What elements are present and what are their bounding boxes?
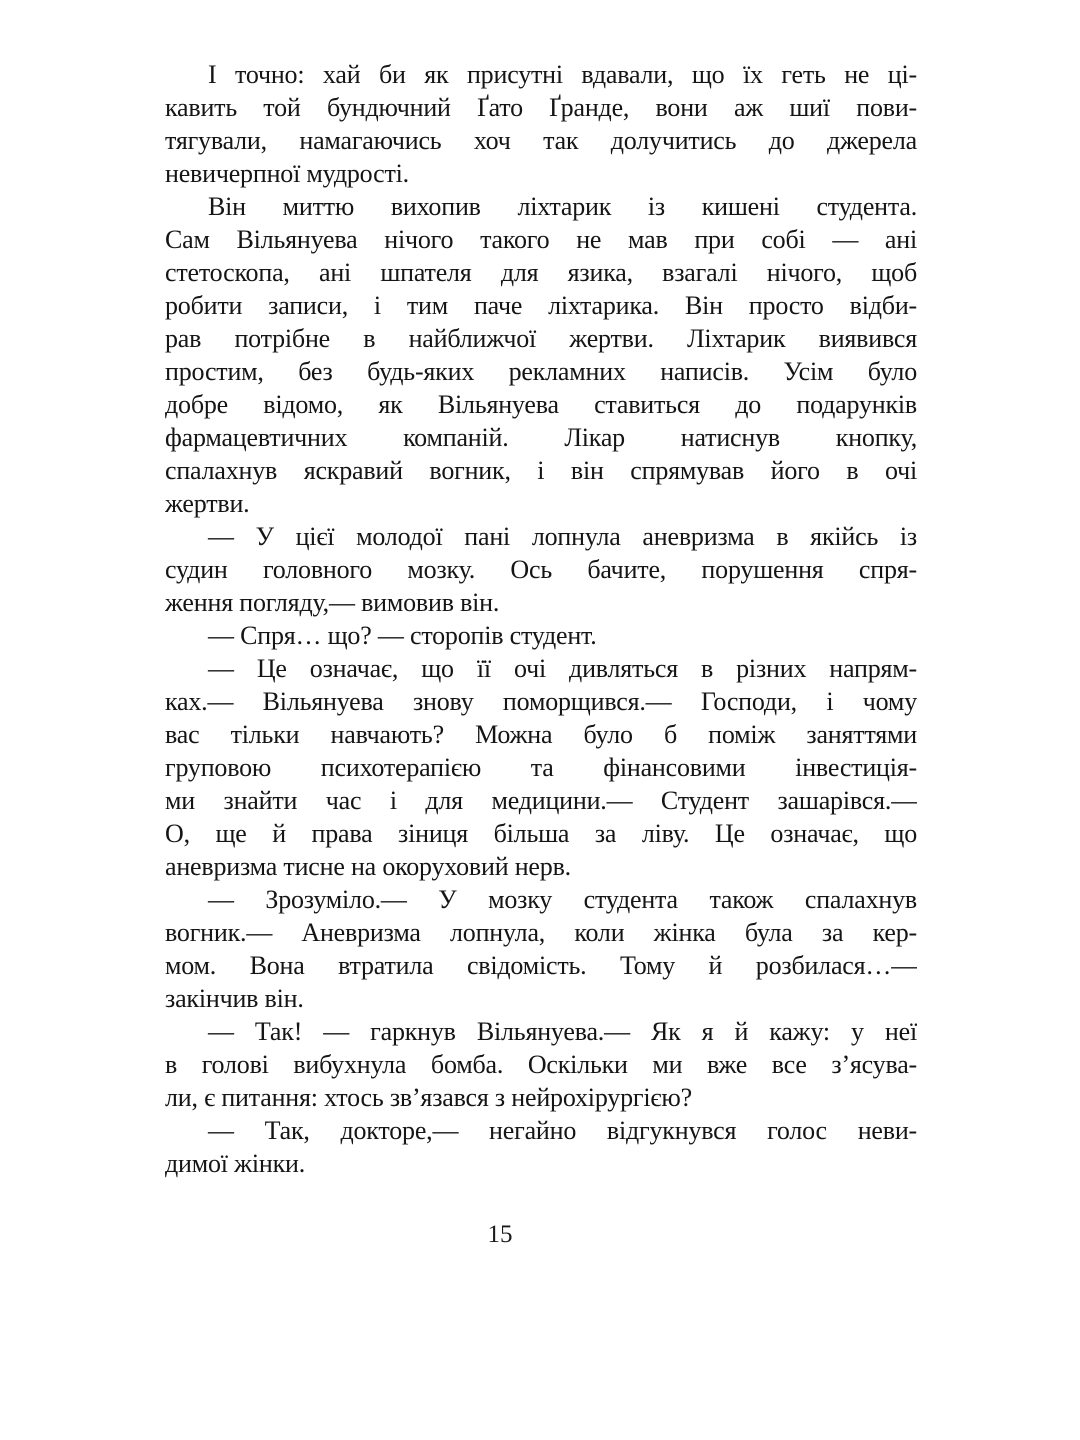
text-line: фармацевтичних компаній. Лікар натиснув кнопку, — [165, 423, 917, 452]
text-line: простим, без будь-яких рекламних написів. Усім було — [165, 357, 917, 386]
paragraph — [165, 619, 917, 652]
text-line: — Так, докторе,— негайно відгукнувся голос неви- — [208, 1116, 917, 1145]
paragraph — [165, 520, 917, 619]
text-line: — Зрозуміло.— У мозку студента також спалахнув — [208, 885, 917, 914]
text-line: Сам Вільянуева нічого такого не мав при собі — ані — [165, 225, 917, 254]
text-line: робити записи, і тим паче ліхтарика. Він просто відби- — [165, 291, 917, 320]
text-line: в голові вибухнула бомба. Оскільки ми вже все з’ясува- — [165, 1050, 917, 1079]
text-line: І точно: хай би як присутні вдавали, що їх геть не ці- — [208, 60, 917, 89]
paragraph — [165, 58, 917, 190]
text-line: вас тільки навчають? Можна було б поміж заняттями — [165, 720, 917, 749]
text-line: мом. Вона втратила свідомість. Тому й розбилася…— — [165, 951, 917, 980]
paragraph — [165, 883, 917, 1015]
text-line: невичерпної мудрості. — [165, 159, 409, 188]
text-line: О, ще й права зіниця більша за ліву. Це означає, що — [165, 819, 917, 848]
text-line: кавить той бундючний Ґато Ґранде, вони аж шиї пови- — [165, 93, 917, 122]
page-number: 15 — [487, 1221, 513, 1248]
paragraph — [165, 1114, 917, 1180]
text-block — [165, 58, 917, 1180]
text-line: ли, є питання: хтось зв’язався з нейрохірургією? — [165, 1083, 692, 1112]
text-line: Він миттю вихопив ліхтарик із кишені студента. — [208, 192, 917, 221]
text-line: жертви. — [165, 489, 250, 518]
text-line: добре відомо, як Вільянуева ставиться до подарунків — [165, 390, 917, 419]
text-line: груповою психотерапією та фінансовими інвестиція- — [165, 753, 917, 782]
text-line: — Так! — гаркнув Вільянуева.— Як я й кажу: у неї — [208, 1017, 917, 1046]
paragraph — [165, 190, 917, 520]
text-line: спалахнув яскравий вогник, і він спрямував його в очі — [165, 456, 917, 485]
text-line: ми знайти час і для медицини.— Студент зашарівся.— — [165, 786, 917, 815]
text-line: стетоскопа, ані шпателя для язика, взагалі нічого, щоб — [165, 258, 917, 287]
text-line: ження погляду,— вимовив він. — [165, 588, 500, 617]
paragraph — [165, 652, 917, 883]
text-line: — Це означає, що її очі дивляться в різних напрям- — [208, 654, 917, 683]
text-line: закінчив він. — [165, 984, 304, 1013]
text-line: судин головного мозку. Ось бачите, порушення спря- — [165, 555, 917, 584]
text-line: — У цієї молодої пані лопнула аневризма в якійсь із — [208, 522, 917, 551]
text-line: — Спря… що? — сторопів студент. — [208, 621, 597, 650]
text-line: ках.— Вільянуева знову поморщився.— Господи, і чому — [165, 687, 917, 716]
text-line: вогник.— Аневризма лопнула, коли жінка була за кер- — [165, 918, 917, 947]
text-line: тягували, намагаючись хоч так долучитись до джерела — [165, 126, 917, 155]
paragraph — [165, 1015, 917, 1114]
text-line: аневризма тисне на окоруховий нерв. — [165, 852, 571, 881]
text-line: димої жінки. — [165, 1149, 306, 1178]
text-line: рав потрібне в найближчої жертви. Ліхтарик виявився — [165, 324, 917, 353]
